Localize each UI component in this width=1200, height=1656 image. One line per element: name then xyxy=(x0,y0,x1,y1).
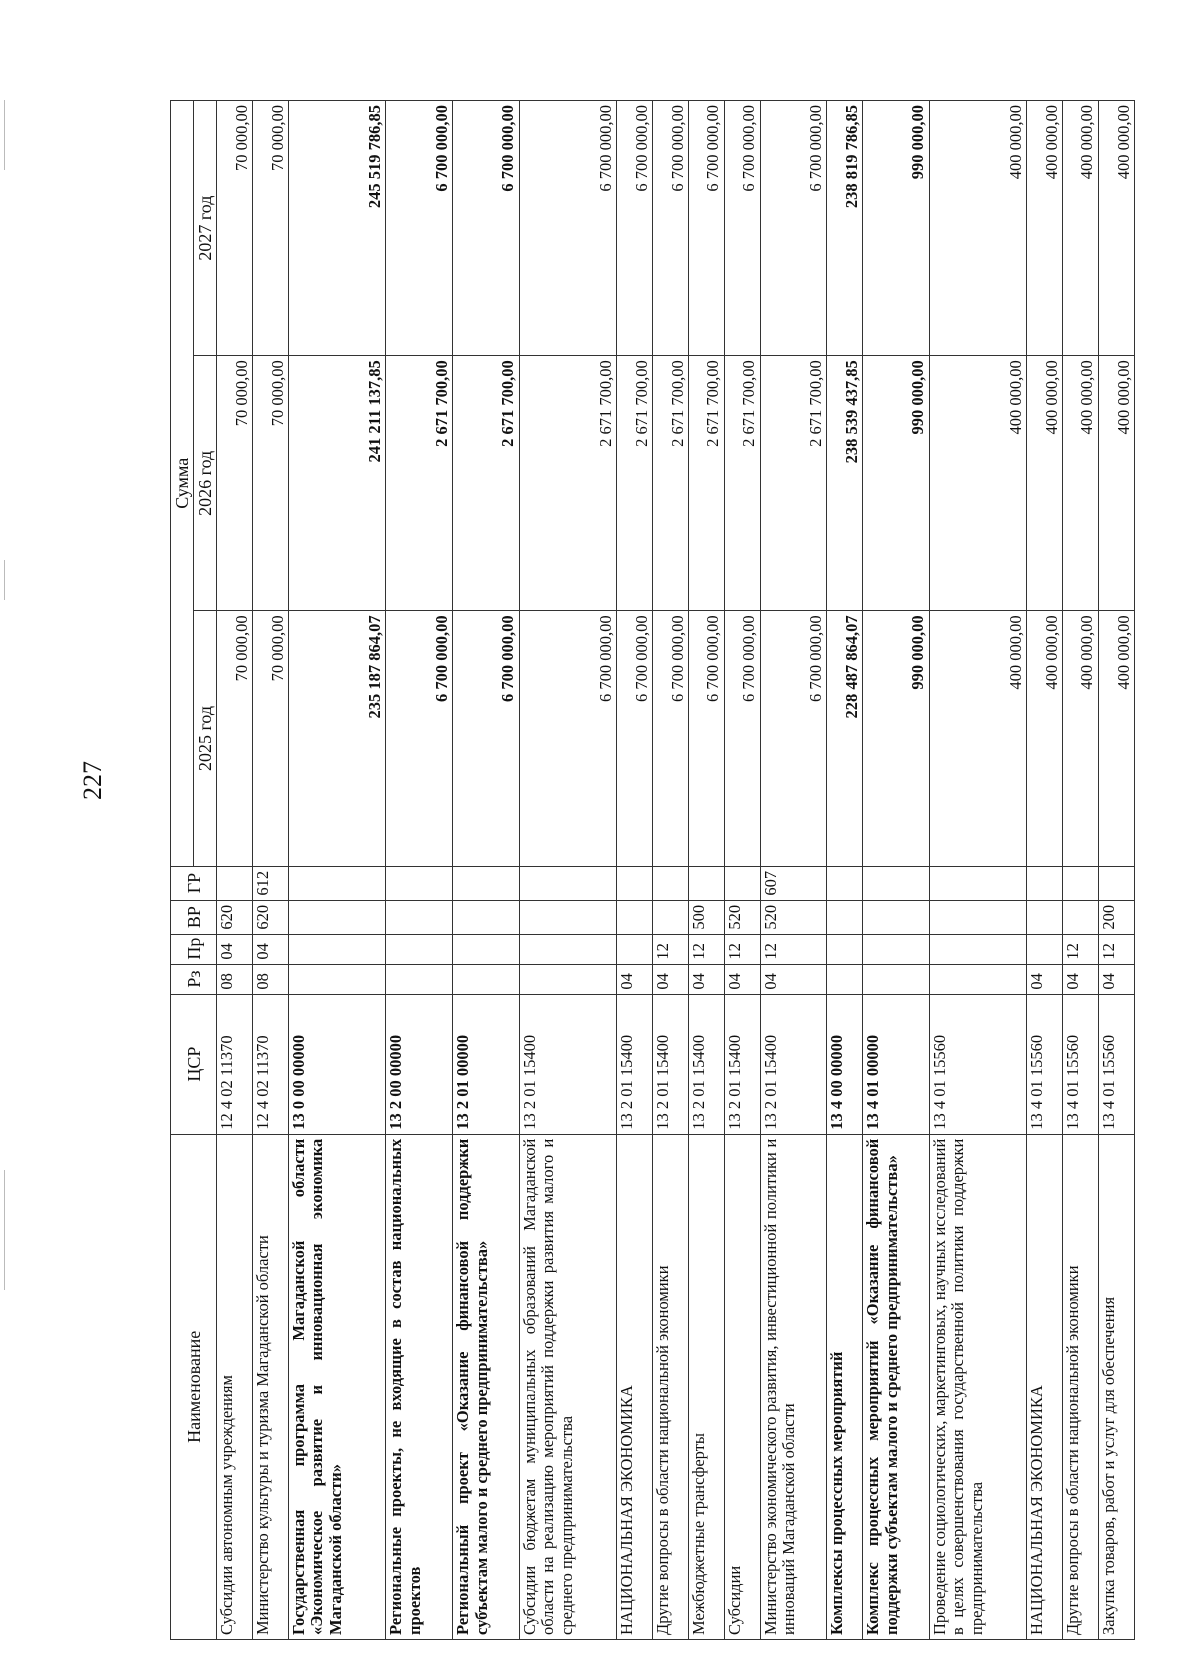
row-amount-2026: 2 671 700,00 xyxy=(519,356,617,611)
row-csr: 13 2 01 15400 xyxy=(617,994,653,1134)
header-vr: ВР xyxy=(171,900,217,934)
row-amount-2026: 70 000,00 xyxy=(253,356,289,611)
row-rz: 04 xyxy=(653,964,689,994)
row-amount-2026: 2 671 700,00 xyxy=(386,356,453,611)
row-name: Межбюджетные трансферты xyxy=(688,1134,724,1639)
row-pr: 12 xyxy=(688,934,724,964)
header-sum: Сумма xyxy=(171,101,194,867)
row-amount-2026: 990 000,00 xyxy=(863,356,930,611)
row-amount-2026: 400 000,00 xyxy=(1098,356,1134,611)
table-row xyxy=(1063,101,1099,1640)
row-vr xyxy=(519,900,617,934)
row-rz xyxy=(519,964,617,994)
row-amount-2025: 400 000,00 xyxy=(929,611,1027,866)
row-rz: 04 xyxy=(1027,964,1063,994)
row-csr: 13 0 00 00000 xyxy=(288,994,386,1134)
row-pr: 12 xyxy=(724,934,760,964)
row-amount-2025: 6 700 000,00 xyxy=(519,611,617,866)
row-name: Субсидии бюджетам муниципальных образований Магаданской области на реализацию мероприятий поддержки развития малого и среднего предпринимательства xyxy=(519,1134,617,1639)
table-row xyxy=(688,101,724,1640)
table-row xyxy=(760,101,827,1640)
table-row xyxy=(288,101,386,1640)
table-row xyxy=(653,101,689,1640)
row-amount-2027: 238 819 786,85 xyxy=(827,101,863,356)
row-vr xyxy=(863,900,930,934)
row-amount-2026: 400 000,00 xyxy=(1063,356,1099,611)
row-pr: 12 xyxy=(1098,934,1134,964)
row-amount-2027: 400 000,00 xyxy=(1098,101,1134,356)
row-pr xyxy=(288,934,386,964)
row-amount-2026: 241 211 137,85 xyxy=(288,356,386,611)
row-csr: 13 4 01 15560 xyxy=(1027,994,1063,1134)
row-gr xyxy=(1098,866,1134,900)
row-gr xyxy=(724,866,760,900)
row-amount-2026: 400 000,00 xyxy=(1027,356,1063,611)
row-amount-2027: 6 700 000,00 xyxy=(519,101,617,356)
row-csr: 12 4 02 11370 xyxy=(217,994,253,1134)
row-amount-2027: 70 000,00 xyxy=(253,101,289,356)
row-gr xyxy=(617,866,653,900)
row-pr: 04 xyxy=(253,934,289,964)
row-csr: 13 4 01 15560 xyxy=(1098,994,1134,1134)
row-name: Министерство экономического развития, инвестиционной политики и инноваций Магаданской области xyxy=(760,1134,827,1639)
row-amount-2027: 6 700 000,00 xyxy=(653,101,689,356)
row-amount-2025: 400 000,00 xyxy=(1098,611,1134,866)
row-amount-2026: 2 671 700,00 xyxy=(617,356,653,611)
row-gr xyxy=(386,866,453,900)
row-amount-2026: 2 671 700,00 xyxy=(653,356,689,611)
row-csr: 12 4 02 11370 xyxy=(253,994,289,1134)
row-gr xyxy=(288,866,386,900)
table-row xyxy=(929,101,1027,1640)
row-amount-2027: 6 700 000,00 xyxy=(617,101,653,356)
row-amount-2027: 70 000,00 xyxy=(217,101,253,356)
row-csr: 13 4 01 15560 xyxy=(929,994,1027,1134)
row-name: Другие вопросы в области национальной экономики xyxy=(1063,1134,1099,1639)
row-rz xyxy=(929,964,1027,994)
row-pr xyxy=(863,934,930,964)
row-amount-2027: 6 700 000,00 xyxy=(724,101,760,356)
row-amount-2027: 6 700 000,00 xyxy=(386,101,453,356)
row-gr xyxy=(519,866,617,900)
row-name: Другие вопросы в области национальной экономики xyxy=(653,1134,689,1639)
row-amount-2025: 400 000,00 xyxy=(1063,611,1099,866)
table-row xyxy=(863,101,930,1640)
row-vr xyxy=(617,900,653,934)
row-amount-2025: 6 700 000,00 xyxy=(453,611,520,866)
row-gr xyxy=(217,866,253,900)
row-name: Региональные проекты, не входящие в состав национальных проектов xyxy=(386,1134,453,1639)
row-vr xyxy=(653,900,689,934)
row-vr xyxy=(929,900,1027,934)
table-row xyxy=(386,101,453,1640)
table-header xyxy=(171,101,217,1640)
row-gr xyxy=(453,866,520,900)
row-amount-2025: 235 187 864,07 xyxy=(288,611,386,866)
row-rz xyxy=(288,964,386,994)
table-row xyxy=(453,101,520,1640)
row-amount-2025: 6 700 000,00 xyxy=(386,611,453,866)
row-gr xyxy=(1063,866,1099,900)
row-csr: 13 2 01 15400 xyxy=(653,994,689,1134)
row-name: Проведение социологических, маркетинговых, научных исследований в целях совершенствования государственной политики поддержки предпринимательства xyxy=(929,1134,1027,1639)
row-csr: 13 2 01 15400 xyxy=(688,994,724,1134)
row-amount-2026: 238 539 437,85 xyxy=(827,356,863,611)
row-amount-2025: 70 000,00 xyxy=(217,611,253,866)
row-amount-2026: 2 671 700,00 xyxy=(760,356,827,611)
table-row xyxy=(217,101,253,1640)
row-name: Государственная программа Магаданской области «Экономическое развитие и инновационная экономика Магаданской области» xyxy=(288,1134,386,1639)
row-name: Комплекс процессных мероприятий «Оказание финансовой поддержки субъектам малого и среднего предпринимательства» xyxy=(863,1134,930,1639)
row-amount-2025: 6 700 000,00 xyxy=(760,611,827,866)
row-csr: 13 2 01 15400 xyxy=(519,994,617,1134)
header-gr: ГР xyxy=(171,866,217,900)
table-row xyxy=(1098,101,1134,1640)
row-vr xyxy=(1063,900,1099,934)
row-pr: 12 xyxy=(760,934,827,964)
row-pr: 12 xyxy=(1063,934,1099,964)
row-gr xyxy=(827,866,863,900)
row-rz: 04 xyxy=(688,964,724,994)
row-amount-2026: 2 671 700,00 xyxy=(688,356,724,611)
row-pr: 12 xyxy=(653,934,689,964)
page-number: 227 xyxy=(78,761,107,800)
row-vr: 620 xyxy=(253,900,289,934)
row-csr: 13 2 01 15400 xyxy=(724,994,760,1134)
header-name: Наименование xyxy=(171,1134,217,1639)
row-name: Субсидии автономным учреждениям xyxy=(217,1134,253,1639)
scan-edge-marks xyxy=(0,0,14,1656)
row-csr: 13 2 01 15400 xyxy=(760,994,827,1134)
row-csr: 13 2 00 00000 xyxy=(386,994,453,1134)
row-rz xyxy=(386,964,453,994)
row-pr xyxy=(453,934,520,964)
row-amount-2025: 990 000,00 xyxy=(863,611,930,866)
row-gr xyxy=(929,866,1027,900)
table-body xyxy=(217,101,1135,1640)
row-amount-2027: 990 000,00 xyxy=(863,101,930,356)
row-pr xyxy=(1027,934,1063,964)
row-name: Закупка товаров, работ и услуг для обеспечения xyxy=(1098,1134,1134,1639)
row-amount-2027: 245 519 786,85 xyxy=(288,101,386,356)
row-vr: 200 xyxy=(1098,900,1134,934)
row-vr xyxy=(453,900,520,934)
row-gr xyxy=(653,866,689,900)
row-amount-2027: 400 000,00 xyxy=(929,101,1027,356)
header-rz: Рз xyxy=(171,964,217,994)
row-amount-2025: 228 487 864,07 xyxy=(827,611,863,866)
row-vr: 500 xyxy=(688,900,724,934)
row-vr xyxy=(827,900,863,934)
header-2027: 2027 год xyxy=(194,101,217,356)
budget-table xyxy=(170,100,1135,1640)
row-gr: 607 xyxy=(760,866,827,900)
row-csr: 13 4 00 00000 xyxy=(827,994,863,1134)
row-rz: 08 xyxy=(217,964,253,994)
row-amount-2025: 70 000,00 xyxy=(253,611,289,866)
row-amount-2027: 6 700 000,00 xyxy=(688,101,724,356)
row-pr xyxy=(827,934,863,964)
row-rz: 04 xyxy=(1098,964,1134,994)
row-rz: 04 xyxy=(724,964,760,994)
row-amount-2027: 400 000,00 xyxy=(1027,101,1063,356)
row-rz: 04 xyxy=(617,964,653,994)
row-amount-2027: 400 000,00 xyxy=(1063,101,1099,356)
row-rz xyxy=(863,964,930,994)
table-row xyxy=(1027,101,1063,1640)
row-rz xyxy=(453,964,520,994)
row-pr xyxy=(386,934,453,964)
row-vr xyxy=(288,900,386,934)
row-name: Министерство культуры и туризма Магаданской области xyxy=(253,1134,289,1639)
row-name: НАЦИОНАЛЬНАЯ ЭКОНОМИКА xyxy=(1027,1134,1063,1639)
row-vr: 520 xyxy=(760,900,827,934)
row-pr: 04 xyxy=(217,934,253,964)
row-pr xyxy=(519,934,617,964)
row-amount-2027: 6 700 000,00 xyxy=(453,101,520,356)
row-rz: 08 xyxy=(253,964,289,994)
row-vr xyxy=(386,900,453,934)
table-row xyxy=(519,101,617,1640)
budget-table-container xyxy=(170,100,1135,1640)
row-rz xyxy=(827,964,863,994)
row-gr: 612 xyxy=(253,866,289,900)
row-rz: 04 xyxy=(1063,964,1099,994)
row-amount-2026: 70 000,00 xyxy=(217,356,253,611)
row-name: Региональный проект «Оказание финансовой поддержки субъектам малого и среднего предпринимательства» xyxy=(453,1134,520,1639)
row-amount-2025: 6 700 000,00 xyxy=(653,611,689,866)
row-vr: 520 xyxy=(724,900,760,934)
header-csr: ЦСР xyxy=(171,994,217,1134)
table-row xyxy=(827,101,863,1640)
row-name: Комплексы процессных мероприятий xyxy=(827,1134,863,1639)
row-amount-2026: 2 671 700,00 xyxy=(453,356,520,611)
row-csr: 13 2 01 00000 xyxy=(453,994,520,1134)
header-2026: 2026 год xyxy=(194,356,217,611)
header-pr: Пр xyxy=(171,934,217,964)
row-gr xyxy=(1027,866,1063,900)
row-amount-2026: 2 671 700,00 xyxy=(724,356,760,611)
row-amount-2025: 6 700 000,00 xyxy=(688,611,724,866)
row-name: НАЦИОНАЛЬНАЯ ЭКОНОМИКА xyxy=(617,1134,653,1639)
row-csr: 13 4 01 00000 xyxy=(863,994,930,1134)
row-gr xyxy=(688,866,724,900)
row-csr: 13 4 01 15560 xyxy=(1063,994,1099,1134)
row-rz: 04 xyxy=(760,964,827,994)
row-gr xyxy=(863,866,930,900)
row-name: Субсидии xyxy=(724,1134,760,1639)
row-amount-2025: 6 700 000,00 xyxy=(724,611,760,866)
table-row xyxy=(617,101,653,1640)
row-pr xyxy=(617,934,653,964)
row-pr xyxy=(929,934,1027,964)
table-row xyxy=(253,101,289,1640)
row-vr xyxy=(1027,900,1063,934)
row-vr: 620 xyxy=(217,900,253,934)
row-amount-2027: 6 700 000,00 xyxy=(760,101,827,356)
row-amount-2025: 6 700 000,00 xyxy=(617,611,653,866)
row-amount-2025: 400 000,00 xyxy=(1027,611,1063,866)
table-row xyxy=(724,101,760,1640)
row-amount-2026: 400 000,00 xyxy=(929,356,1027,611)
header-2025: 2025 год xyxy=(194,611,217,866)
